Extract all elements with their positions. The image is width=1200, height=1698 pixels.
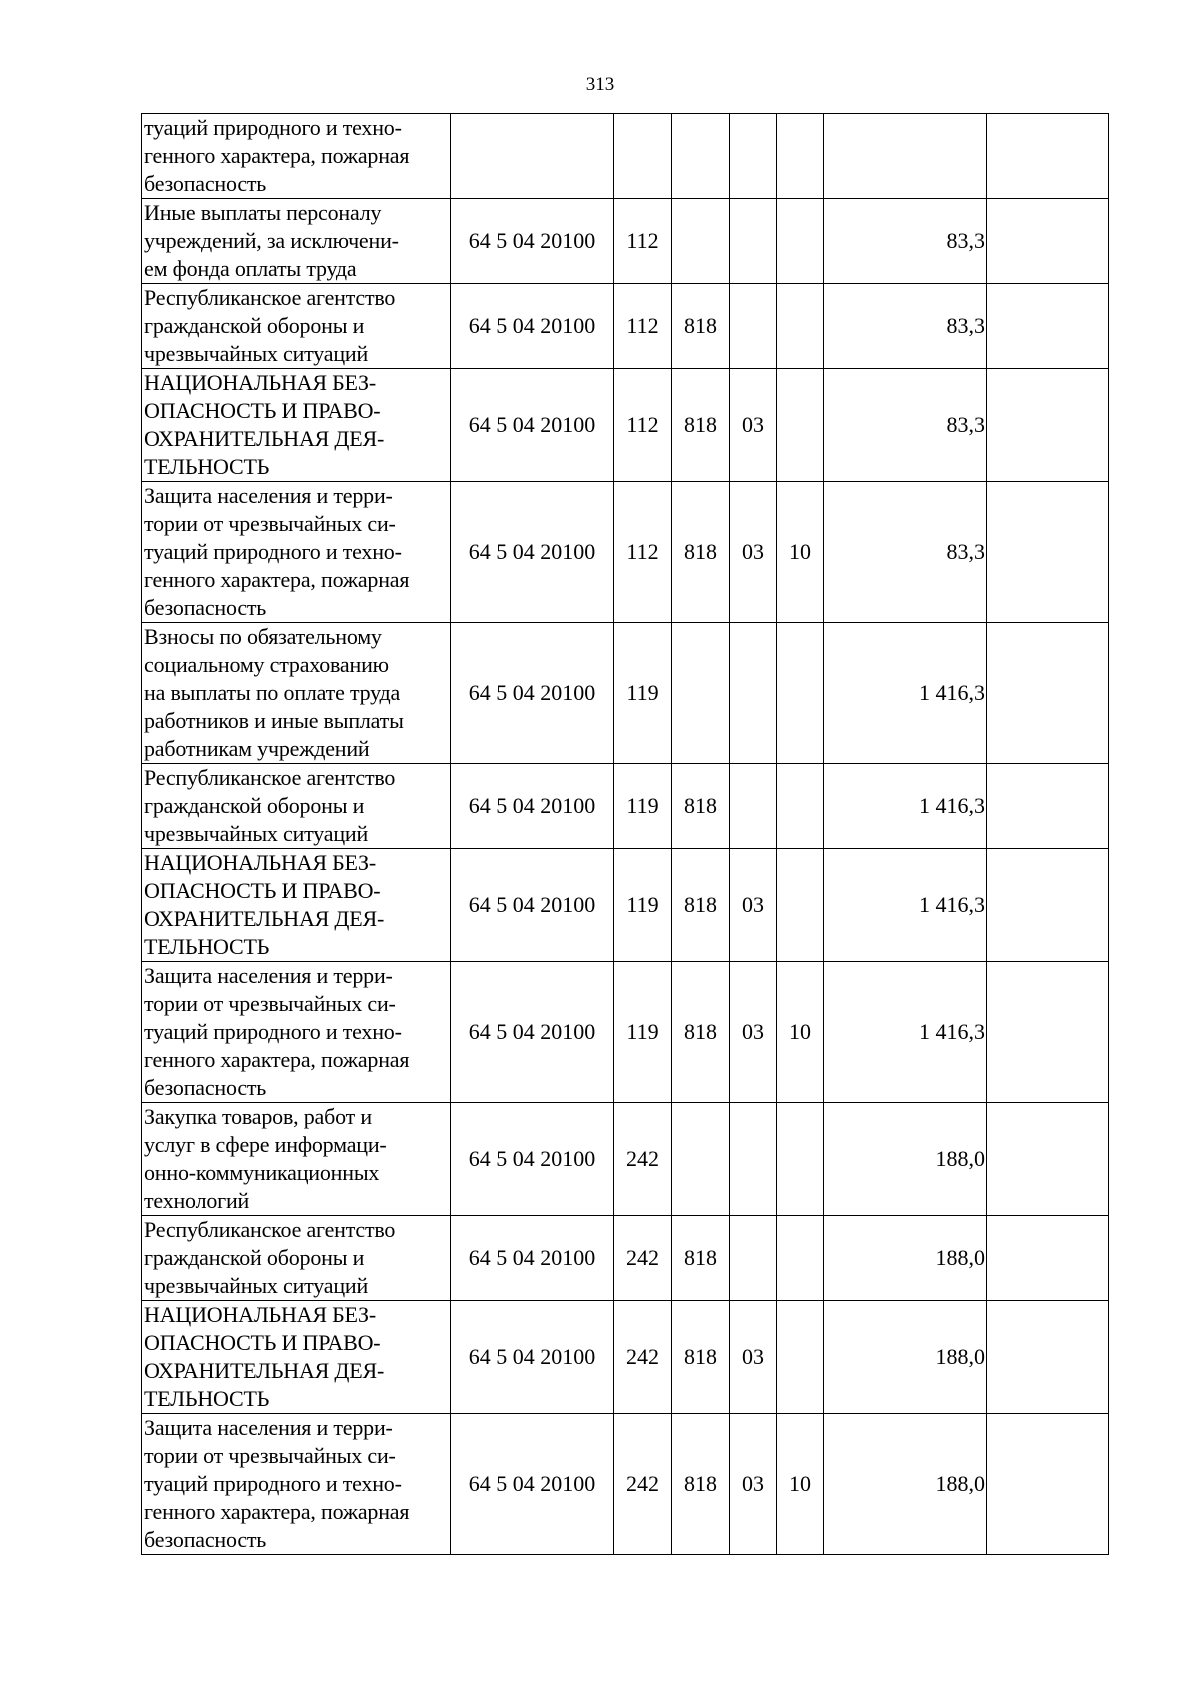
expense-type-cell: 242 <box>614 1301 672 1414</box>
program-code-cell <box>451 114 614 199</box>
item-name-line: безопасность <box>144 1527 267 1552</box>
item-name-cell <box>142 764 451 849</box>
empty-cell <box>987 1301 1109 1414</box>
item-name-line: работников и иные выплаты <box>144 708 404 733</box>
item-name-line: Республиканское агентство <box>144 1217 396 1242</box>
subsection-code-cell: 10 <box>777 1414 824 1555</box>
item-name-cell <box>142 962 451 1103</box>
item-name-line: безопасность <box>144 595 267 620</box>
amount-cell: 188,0 <box>824 1103 987 1216</box>
item-name-line: ем фонда оплаты труда <box>144 256 357 281</box>
item-name-line: чрезвычайных ситуаций <box>144 1273 369 1298</box>
ministry-code-cell: 818 <box>672 1216 730 1301</box>
section-code-cell: 03 <box>730 482 777 623</box>
item-name-cell <box>142 482 451 623</box>
item-name-line: Закупка товаров, работ и <box>144 1104 372 1129</box>
item-name-line: гражданской обороны и <box>144 313 365 338</box>
section-code-cell: 03 <box>730 1414 777 1555</box>
expense-type-cell <box>614 114 672 199</box>
item-name-line: генного характера, пожарная <box>144 143 410 168</box>
item-name-line: на выплаты по оплате труда <box>144 680 401 705</box>
table-row <box>142 482 1109 623</box>
item-name-line: чрезвычайных ситуаций <box>144 341 369 366</box>
item-name-line: НАЦИОНАЛЬНАЯ БЕЗ- <box>144 1302 377 1327</box>
expense-type-cell: 112 <box>614 284 672 369</box>
amount-cell: 188,0 <box>824 1301 987 1414</box>
empty-cell <box>987 284 1109 369</box>
amount-cell: 83,3 <box>824 199 987 284</box>
item-name-cell <box>142 623 451 764</box>
item-name-line: ОПАСНОСТЬ И ПРАВО- <box>144 878 381 903</box>
section-code-cell <box>730 199 777 284</box>
table-row <box>142 199 1109 284</box>
expense-type-cell: 112 <box>614 199 672 284</box>
item-name-line: тории от чрезвычайных си- <box>144 511 396 536</box>
table-row <box>142 1301 1109 1414</box>
item-name-cell <box>142 849 451 962</box>
table-row <box>142 1216 1109 1301</box>
item-name-line: работникам учреждений <box>144 736 370 761</box>
amount-cell: 1 416,3 <box>824 849 987 962</box>
item-name-line: ОПАСНОСТЬ И ПРАВО- <box>144 398 381 423</box>
item-name-cell <box>142 114 451 199</box>
ministry-code-cell: 818 <box>672 764 730 849</box>
item-name-line: НАЦИОНАЛЬНАЯ БЕЗ- <box>144 850 377 875</box>
subsection-code-cell <box>777 199 824 284</box>
expense-type-cell: 119 <box>614 623 672 764</box>
table-row <box>142 849 1109 962</box>
empty-cell <box>987 482 1109 623</box>
item-name-line: тории от чрезвычайных си- <box>144 991 396 1016</box>
item-name-line: Защита населения и терри- <box>144 963 393 988</box>
amount-cell: 83,3 <box>824 369 987 482</box>
item-name-line: ОХРАНИТЕЛЬНАЯ ДЕЯ- <box>144 1358 385 1383</box>
ministry-code-cell: 818 <box>672 284 730 369</box>
expense-type-cell: 112 <box>614 482 672 623</box>
table-row <box>142 284 1109 369</box>
expense-type-cell: 242 <box>614 1414 672 1555</box>
item-name-line: ОХРАНИТЕЛЬНАЯ ДЕЯ- <box>144 426 385 451</box>
section-code-cell: 03 <box>730 369 777 482</box>
ministry-code-cell: 818 <box>672 482 730 623</box>
subsection-code-cell <box>777 1301 824 1414</box>
section-code-cell <box>730 284 777 369</box>
table-row <box>142 623 1109 764</box>
program-code-cell: 64 5 04 20100 <box>451 764 614 849</box>
section-code-cell <box>730 623 777 764</box>
program-code-cell: 64 5 04 20100 <box>451 1414 614 1555</box>
item-name-line: безопасность <box>144 1075 267 1100</box>
item-name-line: генного характера, пожарная <box>144 1499 410 1524</box>
item-name-line: технологий <box>144 1188 250 1213</box>
expense-type-cell: 242 <box>614 1216 672 1301</box>
amount-cell: 83,3 <box>824 482 987 623</box>
empty-cell <box>987 764 1109 849</box>
item-name-line: генного характера, пожарная <box>144 1047 410 1072</box>
expense-type-cell: 119 <box>614 849 672 962</box>
empty-cell <box>987 114 1109 199</box>
item-name-line: ТЕЛЬНОСТЬ <box>144 454 270 479</box>
page-number: 313 <box>585 74 615 95</box>
ministry-code-cell: 818 <box>672 1301 730 1414</box>
program-code-cell: 64 5 04 20100 <box>451 1103 614 1216</box>
ministry-code-cell: 818 <box>672 849 730 962</box>
subsection-code-cell <box>777 1103 824 1216</box>
subsection-code-cell <box>777 369 824 482</box>
table-body <box>142 114 1109 1555</box>
section-code-cell <box>730 1103 777 1216</box>
amount-cell: 188,0 <box>824 1216 987 1301</box>
program-code-cell: 64 5 04 20100 <box>451 369 614 482</box>
item-name-line: Иные выплаты персоналу <box>144 200 382 225</box>
amount-cell: 1 416,3 <box>824 623 987 764</box>
subsection-code-cell <box>777 114 824 199</box>
item-name-line: туаций природного и техно- <box>144 1019 402 1044</box>
section-code-cell <box>730 1216 777 1301</box>
ministry-code-cell <box>672 114 730 199</box>
subsection-code-cell: 10 <box>777 962 824 1103</box>
ministry-code-cell <box>672 623 730 764</box>
program-code-cell: 64 5 04 20100 <box>451 623 614 764</box>
empty-cell <box>987 962 1109 1103</box>
ministry-code-cell: 818 <box>672 962 730 1103</box>
section-code-cell <box>730 114 777 199</box>
item-name-line: туаций природного и техно- <box>144 115 402 140</box>
ministry-code-cell: 818 <box>672 1414 730 1555</box>
ministry-code-cell <box>672 1103 730 1216</box>
item-name-line: ТЕЛЬНОСТЬ <box>144 934 270 959</box>
item-name-line: учреждений, за исключени- <box>144 228 399 253</box>
table-row <box>142 764 1109 849</box>
expense-type-cell: 119 <box>614 962 672 1103</box>
amount-cell: 1 416,3 <box>824 962 987 1103</box>
amount-cell: 188,0 <box>824 1414 987 1555</box>
table-row <box>142 1414 1109 1555</box>
subsection-code-cell <box>777 849 824 962</box>
amount-cell: 1 416,3 <box>824 764 987 849</box>
item-name-line: ОПАСНОСТЬ И ПРАВО- <box>144 1330 381 1355</box>
item-name-line: Взносы по обязательному <box>144 624 382 649</box>
item-name-line: услуг в сфере информаци- <box>144 1132 387 1157</box>
item-name-line: ОХРАНИТЕЛЬНАЯ ДЕЯ- <box>144 906 385 931</box>
amount-cell <box>824 114 987 199</box>
item-name-line: туаций природного и техно- <box>144 1471 402 1496</box>
empty-cell <box>987 623 1109 764</box>
subsection-code-cell: 10 <box>777 482 824 623</box>
item-name-line: Республиканское агентство <box>144 285 396 310</box>
item-name-line: ТЕЛЬНОСТЬ <box>144 1386 270 1411</box>
expense-type-cell: 112 <box>614 369 672 482</box>
empty-cell <box>987 369 1109 482</box>
ministry-code-cell <box>672 199 730 284</box>
table-row <box>142 1103 1109 1216</box>
table-row <box>142 962 1109 1103</box>
item-name-line: Защита населения и терри- <box>144 1415 393 1440</box>
program-code-cell: 64 5 04 20100 <box>451 482 614 623</box>
item-name-line: генного характера, пожарная <box>144 567 410 592</box>
expense-type-cell: 119 <box>614 764 672 849</box>
item-name-cell <box>142 1216 451 1301</box>
item-name-line: НАЦИОНАЛЬНАЯ БЕЗ- <box>144 370 377 395</box>
program-code-cell: 64 5 04 20100 <box>451 1301 614 1414</box>
empty-cell <box>987 1216 1109 1301</box>
section-code-cell: 03 <box>730 849 777 962</box>
program-code-cell: 64 5 04 20100 <box>451 1216 614 1301</box>
empty-cell <box>987 1414 1109 1555</box>
item-name-cell <box>142 369 451 482</box>
item-name-line: туаций природного и техно- <box>144 539 402 564</box>
item-name-line: гражданской обороны и <box>144 1245 365 1270</box>
section-code-cell: 03 <box>730 962 777 1103</box>
expense-type-cell: 242 <box>614 1103 672 1216</box>
item-name-cell <box>142 1103 451 1216</box>
item-name-cell <box>142 284 451 369</box>
item-name-cell <box>142 1301 451 1414</box>
empty-cell <box>987 849 1109 962</box>
ministry-code-cell: 818 <box>672 369 730 482</box>
item-name-line: гражданской обороны и <box>144 793 365 818</box>
table-row <box>142 114 1109 199</box>
budget-table <box>141 113 1109 1555</box>
empty-cell <box>987 1103 1109 1216</box>
subsection-code-cell <box>777 764 824 849</box>
subsection-code-cell <box>777 623 824 764</box>
item-name-cell <box>142 1414 451 1555</box>
item-name-line: Защита населения и терри- <box>144 483 393 508</box>
program-code-cell: 64 5 04 20100 <box>451 962 614 1103</box>
item-name-line: тории от чрезвычайных си- <box>144 1443 396 1468</box>
amount-cell: 83,3 <box>824 284 987 369</box>
section-code-cell: 03 <box>730 1301 777 1414</box>
item-name-line: безопасность <box>144 171 267 196</box>
item-name-line: онно-коммуникационных <box>144 1160 380 1185</box>
subsection-code-cell <box>777 284 824 369</box>
program-code-cell: 64 5 04 20100 <box>451 849 614 962</box>
program-code-cell: 64 5 04 20100 <box>451 199 614 284</box>
item-name-line: чрезвычайных ситуаций <box>144 821 369 846</box>
subsection-code-cell <box>777 1216 824 1301</box>
table-row <box>142 369 1109 482</box>
item-name-cell <box>142 199 451 284</box>
section-code-cell <box>730 764 777 849</box>
item-name-line: социальному страхованию <box>144 652 389 677</box>
empty-cell <box>987 199 1109 284</box>
item-name-line: Республиканское агентство <box>144 765 396 790</box>
program-code-cell: 64 5 04 20100 <box>451 284 614 369</box>
